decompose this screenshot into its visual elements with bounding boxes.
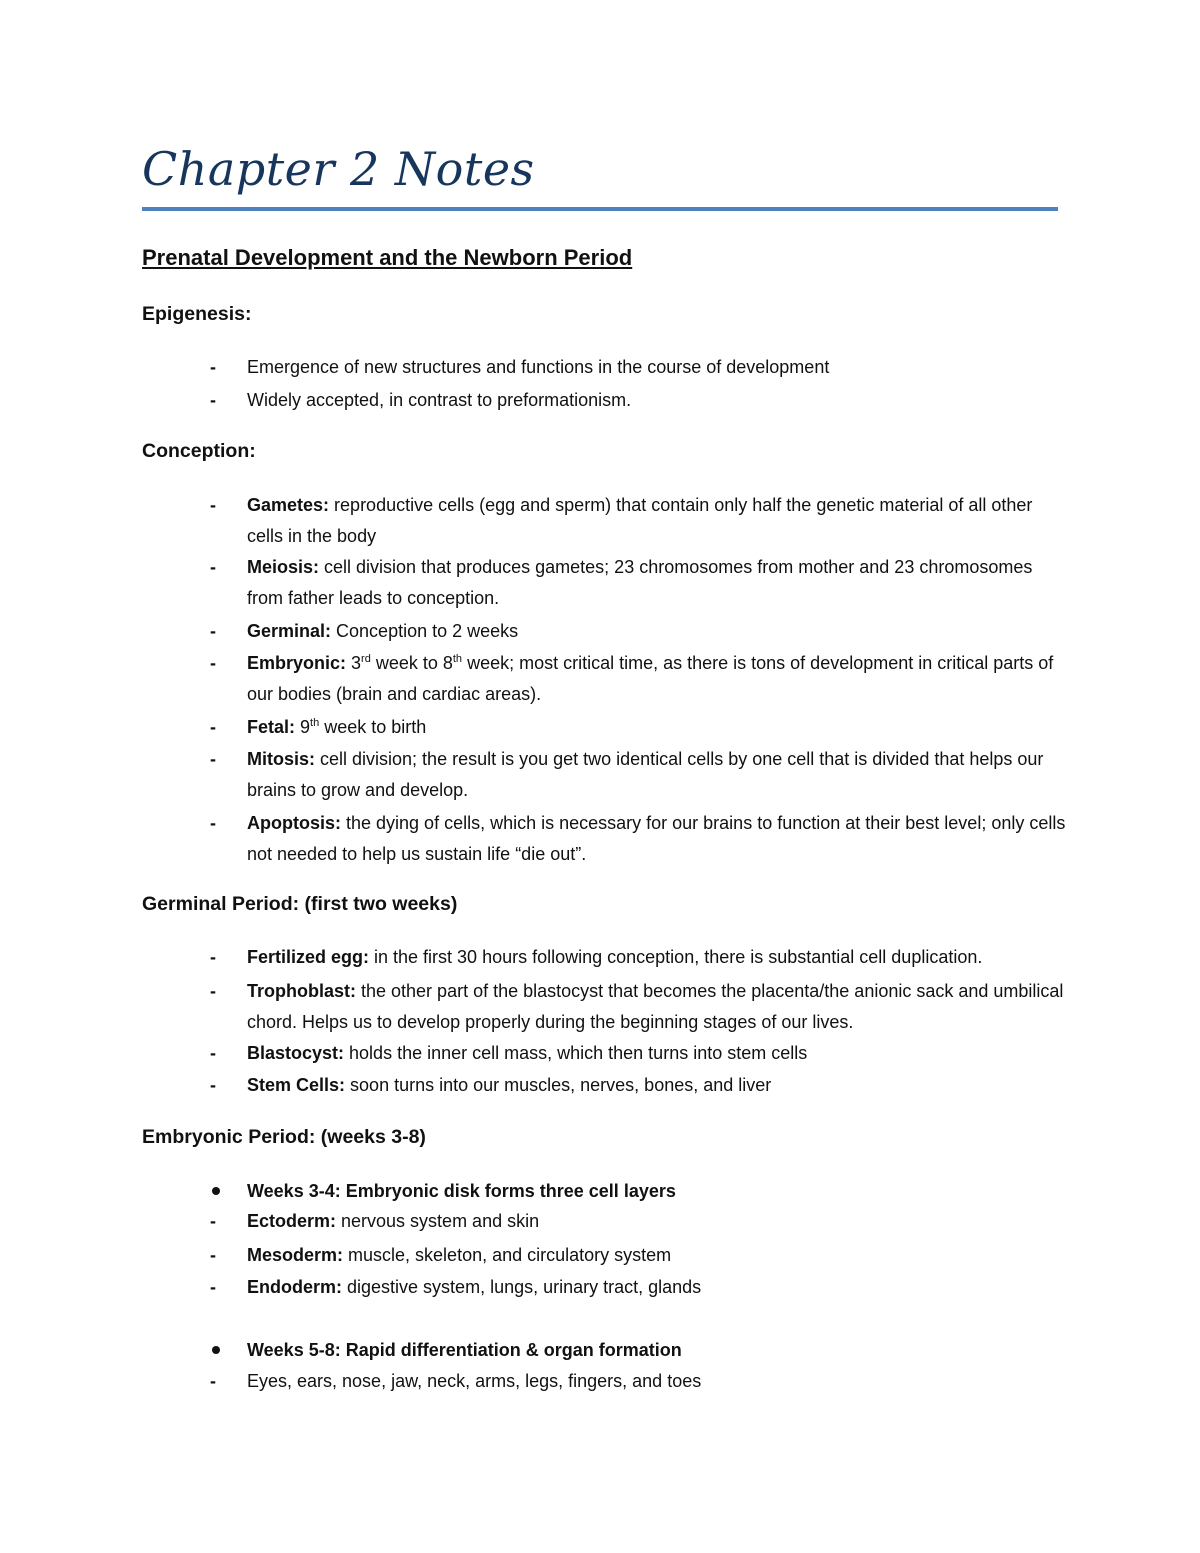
definition-part: 3: [346, 653, 362, 673]
item-text: [247, 552, 1070, 614]
definition: digestive system, lungs, urinary tract, glands: [342, 1277, 702, 1297]
definition: in the first 30 hours following conception, there is substantial cell duplication.: [369, 947, 983, 967]
list-item: [210, 385, 1070, 416]
term: Meiosis:: [247, 557, 320, 577]
term: Gametes:: [247, 495, 330, 515]
title-rule: [142, 207, 1058, 211]
term: Embryonic:: [247, 653, 347, 673]
definition: cell division that produces gametes; 23 chromosomes from mother and 23 chromosomes from father leads to conception.: [247, 557, 1033, 608]
list-item-germinal: [210, 616, 1070, 647]
ordinal-suffix: th: [452, 653, 463, 665]
dash-marker: -: [210, 1043, 216, 1063]
heading-embryonic-period: Embryonic Period: (weeks 3-8): [142, 1126, 426, 1148]
item-text: Eyes, ears, nose, jaw, neck, arms, legs, fingers, and toes: [247, 1371, 702, 1391]
definition: reproductive cells (egg and sperm) that contain only half the genetic material of all other cells in the body: [247, 495, 1033, 546]
definition-part: week to birth: [319, 717, 427, 737]
definition: holds the inner cell mass, which then turns into stem cells: [344, 1043, 808, 1063]
item-text: [247, 808, 1070, 870]
list-item-fetal: [210, 712, 1070, 743]
dash-marker: -: [210, 981, 216, 1001]
definition-part: week; most critical time, as there is tons of development in critical parts of our bodies (brain and cardiac areas).: [247, 653, 1054, 704]
dash-marker: -: [210, 390, 216, 410]
item-text: [247, 616, 1070, 647]
dash-marker: -: [210, 717, 216, 737]
bullet-marker: [212, 1346, 220, 1354]
term: Blastocyst:: [247, 1043, 345, 1063]
term: Apoptosis:: [247, 813, 341, 833]
dash-marker: -: [210, 621, 216, 641]
bold-heading: Weeks 3-4: Embryonic disk forms three cell layers: [247, 1181, 676, 1201]
bold-heading: Weeks 5-8: Rapid differentiation & organ formation: [247, 1340, 682, 1360]
dash-marker: -: [210, 947, 216, 967]
list-item: [210, 1272, 1070, 1303]
term: Fertilized egg:: [247, 947, 370, 967]
dash-marker: -: [210, 357, 216, 377]
dash-marker: -: [210, 1277, 216, 1297]
list-item: [210, 352, 1070, 383]
definition-part: 9: [295, 717, 311, 737]
item-text: [247, 490, 1070, 552]
dash-marker: -: [210, 1075, 216, 1095]
definition: soon turns into our muscles, nerves, bones, and liver: [345, 1075, 772, 1095]
heading-conception: Conception:: [142, 440, 256, 462]
item-text: [247, 1038, 1070, 1069]
definition: muscle, skeleton, and circulatory system: [343, 1245, 672, 1265]
subtitle: Prenatal Development and the Newborn Period: [142, 245, 633, 270]
list-item: [210, 1038, 1070, 1069]
item-text: [247, 976, 1070, 1038]
list-item-weeks-5-8: [210, 1335, 1070, 1366]
list-item-embryonic: [210, 648, 1070, 710]
item-text: [247, 942, 1070, 973]
dash-marker: -: [210, 1371, 216, 1391]
item-text: [247, 1070, 1070, 1101]
list-item: [210, 1070, 1070, 1101]
item-text: [247, 1176, 1070, 1207]
heading-epigenesis: Epigenesis:: [142, 303, 252, 325]
definition-part: week to 8: [370, 653, 453, 673]
item-text: [247, 1206, 1070, 1237]
item-text: [247, 1272, 1070, 1303]
list-item: [210, 976, 1070, 1038]
item-text: Widely accepted, in contrast to preformationism.: [247, 390, 632, 410]
term: Mitosis:: [247, 749, 316, 769]
dash-marker: -: [210, 557, 216, 577]
list-item-gametes: [210, 490, 1070, 552]
heading-germinal-period: Germinal Period: (first two weeks): [142, 893, 458, 915]
list-item: [210, 1366, 1070, 1397]
list-item-apoptosis: [210, 808, 1070, 870]
definition: nervous system and skin: [336, 1211, 540, 1231]
dash-marker: -: [210, 495, 216, 515]
dash-marker: -: [210, 653, 216, 673]
bullet-marker: [212, 1187, 220, 1195]
term: Fetal:: [247, 717, 296, 737]
list-item-mitosis: [210, 744, 1070, 806]
definition: Conception to 2 weeks: [331, 621, 519, 641]
dash-marker: -: [210, 749, 216, 769]
item-text: [247, 712, 1070, 743]
definition: the dying of cells, which is necessary for our brains to function at their best level; only cells not needed to help us sustain life “die out”.: [247, 813, 1066, 864]
list-item: [210, 1206, 1070, 1237]
dash-marker: -: [210, 1211, 216, 1231]
list-item: [210, 942, 1070, 973]
definition: cell division; the result is you get two identical cells by one cell that is divided that helps our brains to grow and develop.: [247, 749, 1044, 800]
item-text: [247, 1335, 1070, 1366]
term: Stem Cells:: [247, 1075, 346, 1095]
dash-marker: -: [210, 813, 216, 833]
dash-marker: -: [210, 1245, 216, 1265]
definition: the other part of the blastocyst that becomes the placenta/the anionic sack and umbilical chord. Helps us to develop properly during the beginning stages of our lives.: [247, 981, 1064, 1032]
term: Endoderm:: [247, 1277, 343, 1297]
list-item-weeks-3-4: [210, 1176, 1070, 1207]
list-item: [210, 1240, 1070, 1271]
item-text: [247, 648, 1070, 710]
item-text: [247, 1240, 1070, 1271]
page-title: Chapter 2 Notes: [142, 142, 535, 196]
item-text: Emergence of new structures and functions in the course of development: [247, 357, 830, 377]
ordinal-suffix: rd: [361, 653, 371, 665]
term: Trophoblast:: [247, 981, 356, 1001]
term: Germinal:: [247, 621, 332, 641]
item-text: [247, 744, 1070, 806]
list-item-meiosis: [210, 552, 1070, 614]
ordinal-suffix: th: [310, 717, 320, 729]
term: Mesoderm:: [247, 1245, 344, 1265]
term: Ectoderm:: [247, 1211, 337, 1231]
